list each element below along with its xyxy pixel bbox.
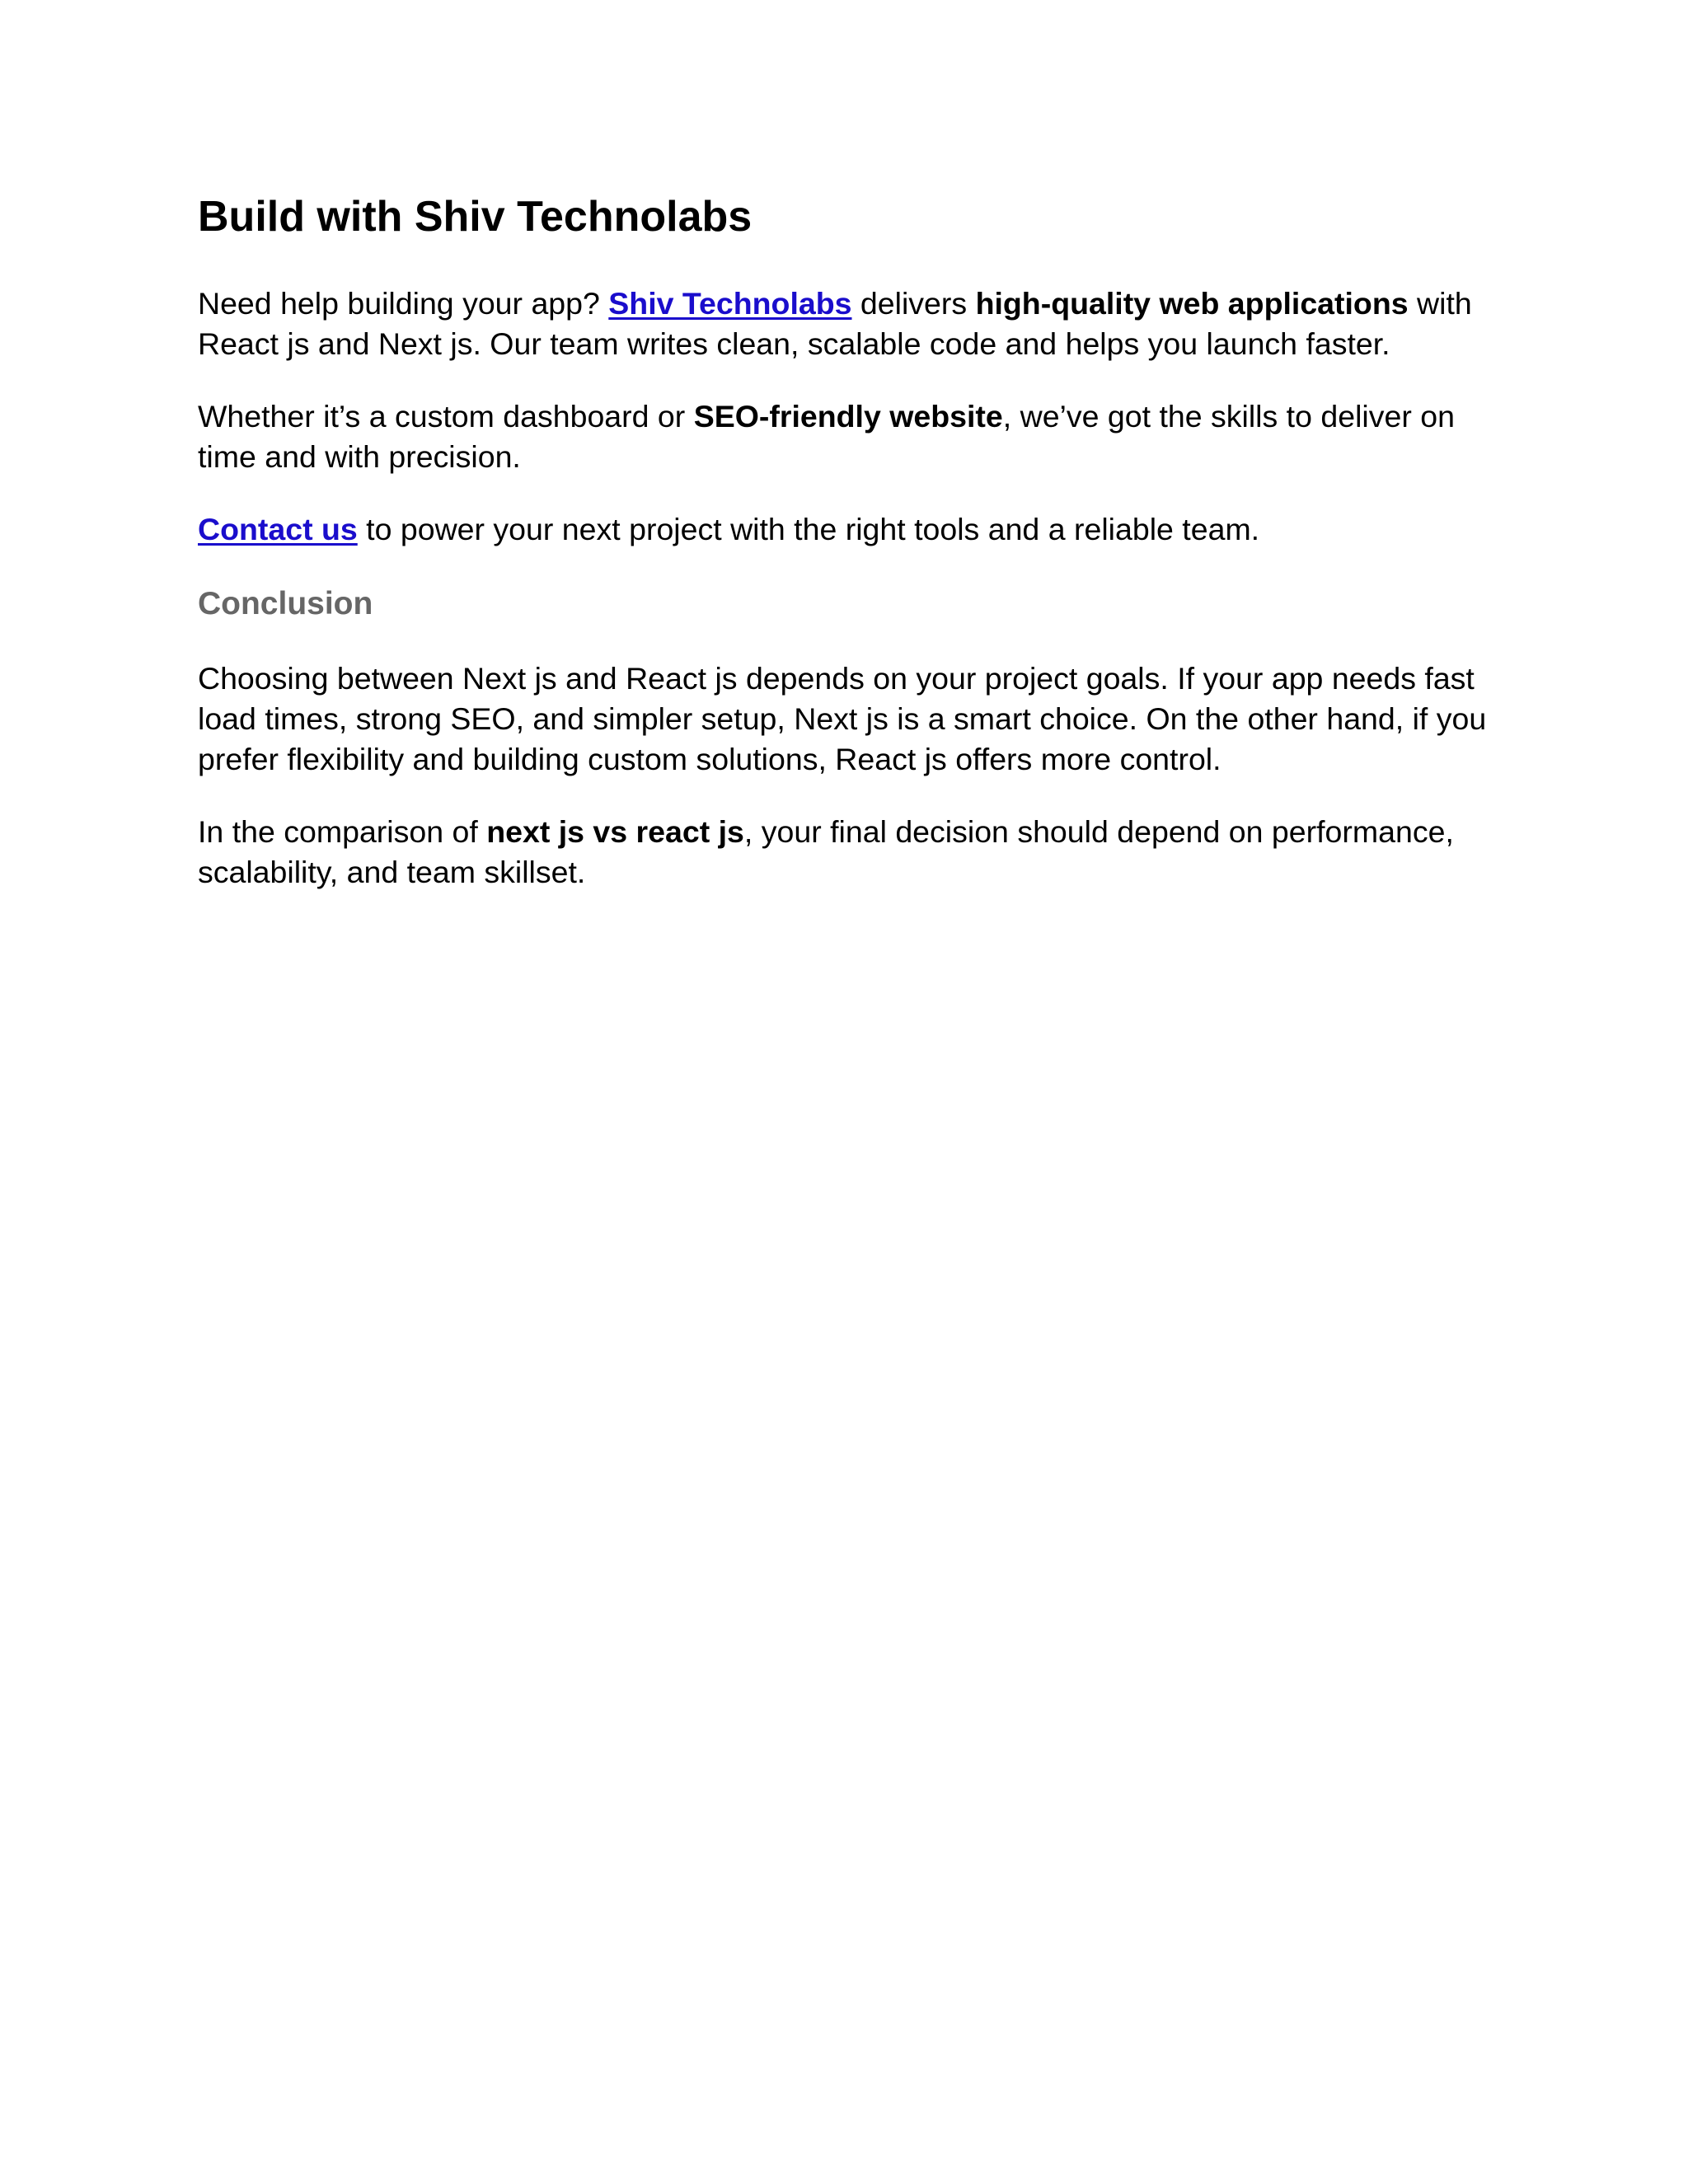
- skills-paragraph: [198, 396, 1500, 477]
- intro-paragraph: [198, 284, 1500, 364]
- final-suffix: , your final decision should depend on performance, scalability, and team skillset.: [198, 814, 1454, 889]
- intro-suffix: with React js and Next js. Our team writes clean, scalable code and helps you launch faster.: [198, 286, 1472, 361]
- contact-paragraph: [198, 509, 1500, 550]
- final-prefix: In the comparison of: [198, 814, 487, 849]
- conclusion-heading: Conclusion: [198, 586, 373, 621]
- contact-suffix: to power your next project with the right tools and a reliable team.: [357, 512, 1260, 546]
- page-title: Build with Shiv Technolabs: [198, 193, 753, 241]
- contact-us-link[interactable]: Contact us: [198, 512, 358, 546]
- conclusion-paragraph: Choosing between Next js and React js depends on your project goals. If your app needs fast load times, strong SEO, and simpler setup, Next js is a smart choice. On the other hand, if you prefer flexibility and building custom solutions, React js offers more control.: [198, 661, 1487, 776]
- intro-bold-text: high-quality web applications: [975, 286, 1409, 321]
- skills-prefix: Whether it’s a custom dashboard or: [198, 399, 694, 434]
- shiv-technolabs-link[interactable]: Shiv Technolabs: [608, 286, 852, 321]
- intro-prefix: Need help building your app?: [198, 286, 609, 321]
- intro-middle: delivers: [851, 286, 976, 321]
- skills-bold-text: SEO-friendly website: [693, 399, 1003, 434]
- skills-suffix: , we’ve got the skills to deliver on time and with precision.: [198, 399, 1455, 474]
- final-paragraph: [198, 812, 1500, 893]
- final-bold-text: next js vs react js: [486, 814, 744, 849]
